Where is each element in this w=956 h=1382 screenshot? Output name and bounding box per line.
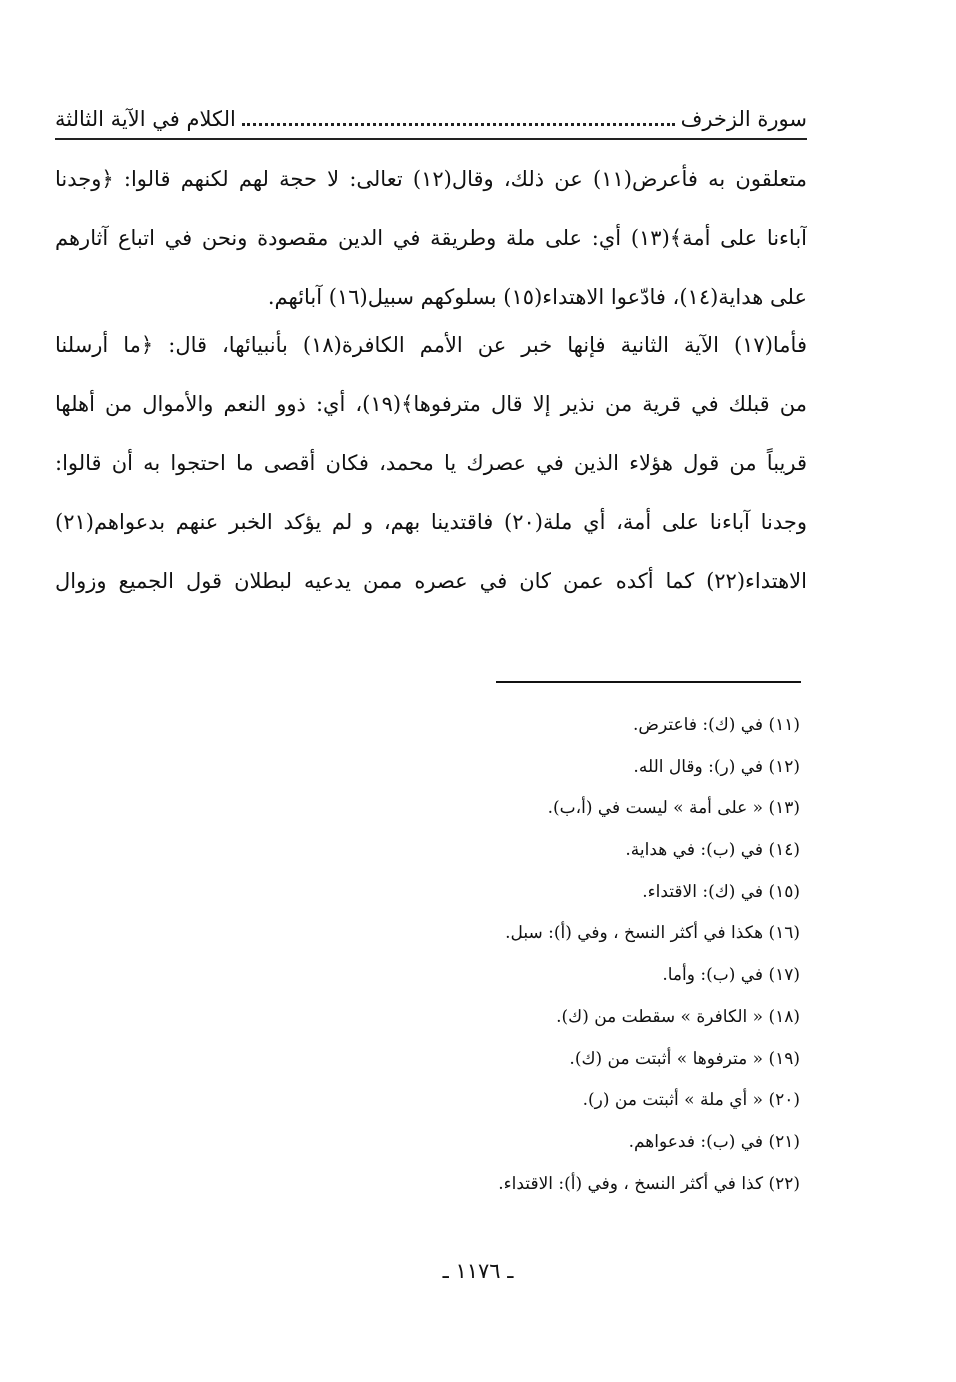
paragraph-line: آباءنا على أمة﴾(١٣) أي: على ملة وطريقة في الدين مقصودة ونحن في اتباع آثارهم	[55, 226, 807, 250]
surah-title: سورة الزخرف	[680, 107, 807, 131]
footnote-separator	[496, 681, 801, 683]
running-header	[55, 98, 807, 134]
footnote: (١١) في (ك): فاعترض.	[633, 715, 800, 735]
footnote: (١٨) « الكافرة » سقطت من (ك).	[556, 1006, 800, 1027]
footnotes	[380, 705, 800, 1205]
paragraph-line: فأما(١٧) الآية الثانية فإنها خبر عن الأمم الكافرة(١٨) بأنبيائها، قال: ﴿ما أرسلنا	[55, 333, 807, 357]
footnote: (١٢) في (ر): وقال الله.	[633, 756, 800, 777]
page-number-text: ـ ١١٧٦ ـ	[442, 1259, 514, 1283]
paragraph-line: من قبلك في قرية من نذير إلا قال مترفوها﴾(١٩)، أي: ذوو النعم والأموال من أهلها	[55, 392, 807, 416]
header-dot-leader	[242, 123, 675, 126]
paragraph-line: قريباً من قول هؤلاء الذين في عصرك يا محمد، فكان أقصى ما احتجوا به أن قالوا:	[55, 451, 807, 475]
section-title: الكلام في الآية الثالثة	[55, 107, 236, 131]
paragraph-1	[55, 150, 807, 327]
page-number	[0, 1259, 956, 1283]
paragraph-line: الاهتداء(٢٢) كما أكده عمن كان في عصره ممن يدعيه لبطلان قول الجميع وزوال	[55, 569, 807, 593]
header-rule	[55, 138, 807, 140]
footnote: (١٧) في (ب): وأما.	[662, 965, 800, 986]
footnote: (١٥) في (ك): الاقتداء.	[642, 881, 800, 902]
paragraph-line: على هداية(١٤)، فادّعوا الاهتداء(١٥) بسلوكهم سبيل(١٦) آبائهم.	[267, 285, 807, 309]
footnote: (٢٢) كذا في أكثر النسخ ، وفي (أ): الاقتداء.	[498, 1173, 800, 1194]
footnote: (١٤) في (ب): في هداية.	[625, 840, 800, 861]
footnote: (١٦) هكذا في أكثر النسخ ، وفي (أ): سبل.	[505, 923, 800, 944]
footnote: (١٣) « على أمة » ليست في (أ،ب).	[547, 798, 800, 819]
footnote: (٢٠) « أي ملة » أثبتت من (ر).	[582, 1090, 800, 1111]
footnote: (١٩) « مترفوها » أثبتت من (ك).	[569, 1048, 800, 1069]
footnote: (٢١) في (ب): فدعواهم.	[628, 1131, 800, 1152]
paragraph-line: وجدنا آباءنا على أمة، أي ملة(٢٠) فاقتدينا بهم، و لم يؤكد الخبر عنهم بدعواهم(٢١)	[55, 510, 807, 534]
paragraph-2	[55, 316, 807, 611]
paragraph-line: متعلقون به فأعرض(١١) عن ذلك، وقال(١٢) تعالى: لا حجة لهم لكنهم قالوا: ﴿وجدنا	[55, 167, 807, 191]
